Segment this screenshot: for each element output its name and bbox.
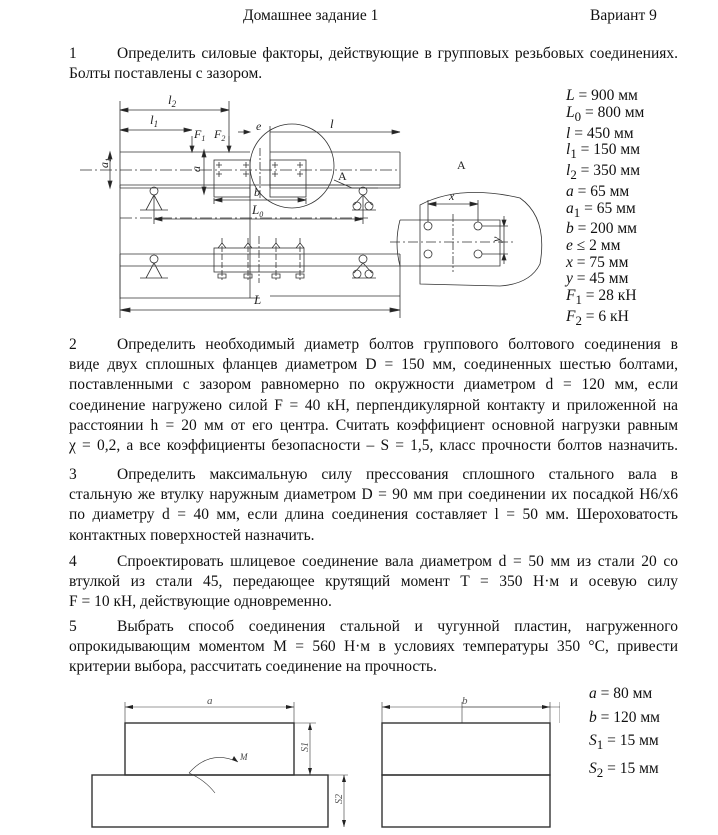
task-4-text <box>69 552 678 613</box>
task-text-line: контактных поверхностей назначить. <box>69 526 315 544</box>
task-5-side-view-diagram <box>380 680 570 835</box>
svg-text:x: x <box>449 189 455 203</box>
param-row: $S_1 = 15$ мм <box>589 732 659 753</box>
svg-text:y: y <box>489 236 503 242</box>
svg-text:S1: S1 <box>300 742 311 752</box>
task-text-line: Спроектировать шлицевое соединение вала диаметром d = 50 мм из стали 20 со <box>117 553 678 570</box>
task-text-line: Определить максимальную силу прессования сплошного стального вала в <box>117 466 678 483</box>
svg-text:F2: $F_2$ <box>214 127 226 143</box>
task-1-parameters <box>566 88 644 330</box>
task-1-text <box>69 44 678 84</box>
param-row: l = 450 мм <box>566 124 634 142</box>
param-row: $S_2 = 15$ мм <box>589 759 659 780</box>
task-text-line: Определить необходимый диаметр болтов группового болтового соединения в <box>117 336 678 353</box>
param-row: a = 65 мм <box>566 182 630 200</box>
param-row: $a_1 = 65$ мм <box>566 199 636 220</box>
task-3-text <box>69 465 678 546</box>
svg-text:M: M <box>240 752 248 762</box>
param-row: $l_2 = 350$ мм <box>566 162 641 183</box>
task-number: 2 <box>69 336 77 353</box>
svg-text:F1: $F_1$ <box>194 127 206 143</box>
param-row: b = 200 мм <box>566 220 637 238</box>
svg-text:b: b <box>462 695 468 707</box>
svg-text:l1: $l_1$ <box>150 112 159 129</box>
param-row: x = 75 мм <box>566 253 629 271</box>
task-text-line: по диаметру d = 40 мм, если длина соединения составляет l = 50 мм. Шероховатость <box>69 506 678 524</box>
param-row: $L_0 = 800$ мм <box>566 103 645 124</box>
param-row: L = 900 мм <box>566 87 638 104</box>
svg-text:e: e <box>256 119 262 133</box>
param-row: a = 80 мм <box>589 685 653 702</box>
svg-text:l2: $l_2$ <box>168 92 177 109</box>
task-number: 3 <box>69 466 77 483</box>
task-text-line: χ = 0,2, а все коэффициенты безопасности – S = 1,5, класс прочности болтов назначить. <box>69 437 678 455</box>
task-2-text <box>69 335 678 456</box>
task-text-line: критерии выбора, рассчитать соединение на прочность. <box>69 658 437 676</box>
task-number: 5 <box>69 618 77 635</box>
task-text-line: виде двух сплошных фланцев диаметром D = 150 мм, соединенных шестью болтами, <box>69 356 678 374</box>
svg-text:L0: $L_0$ <box>252 202 264 219</box>
svg-text:l: l <box>330 116 334 131</box>
svg-text:L: L <box>254 292 262 307</box>
svg-text:a: a <box>207 695 213 707</box>
task-text-line: Определить силовые факторы, действующие в групповых резьбовых соединениях. <box>117 45 678 62</box>
label-A: A <box>338 169 347 183</box>
svg-text:a: a <box>189 166 203 172</box>
task-text-line: втулкой из стали 45, передающее крутящий момент T = 350 Н·м и осевую силу <box>69 573 678 591</box>
task-text-line: соединение нагружено силой F = 40 кН, перпендикулярной контакту и приложенной на <box>69 396 678 414</box>
task-number: 4 <box>69 553 77 570</box>
task-number: 1 <box>69 45 77 62</box>
task-text-line: Выбрать способ соединения стальной и чугунной пластин, нагруженного <box>117 618 678 635</box>
task-text-line: стальную же втулку наружным диаметром D = 90 мм при соединении их посадкой H6/x6 <box>69 486 678 504</box>
task-text-line: опрокидывающим моментом M = 560 Н·м в условиях температуры 350 °С, привести <box>69 638 678 656</box>
svg-text:b: b <box>254 185 260 199</box>
svg-text:S2: S2 <box>334 794 345 804</box>
task-text-line: F = 10 кН, действующие одновременно. <box>69 593 332 611</box>
svg-text:A: A <box>457 158 466 172</box>
param-row: b = 120 мм <box>589 708 660 726</box>
param-row: e ≤ 2 мм <box>566 237 621 254</box>
variant-label: Вариант 9 <box>590 7 657 24</box>
svg-text:a1: $a_1$ <box>97 158 113 168</box>
task-text-line: поставленными с зазором равномерно по окружности диаметром d = 120 мм, если <box>69 376 678 394</box>
task-5-text <box>69 617 678 678</box>
task-5-parameters <box>589 682 660 784</box>
task-1-beam-diagram <box>80 88 560 328</box>
param-row: $l_1 = 150$ мм <box>566 141 641 162</box>
param-row: $F_2 = 6$ кН <box>566 307 629 328</box>
param-row: y = 45 мм <box>566 270 629 288</box>
task-text-line: Болты поставлены с зазором. <box>69 65 263 83</box>
param-row: $F_1 = 28$ кН <box>566 287 637 308</box>
task-text-line: расстоянии h = 20 мм от его центра. Считать коэффициент основной нагрузки равным <box>69 416 678 434</box>
document-title: Домашнее задание 1 <box>243 7 379 24</box>
